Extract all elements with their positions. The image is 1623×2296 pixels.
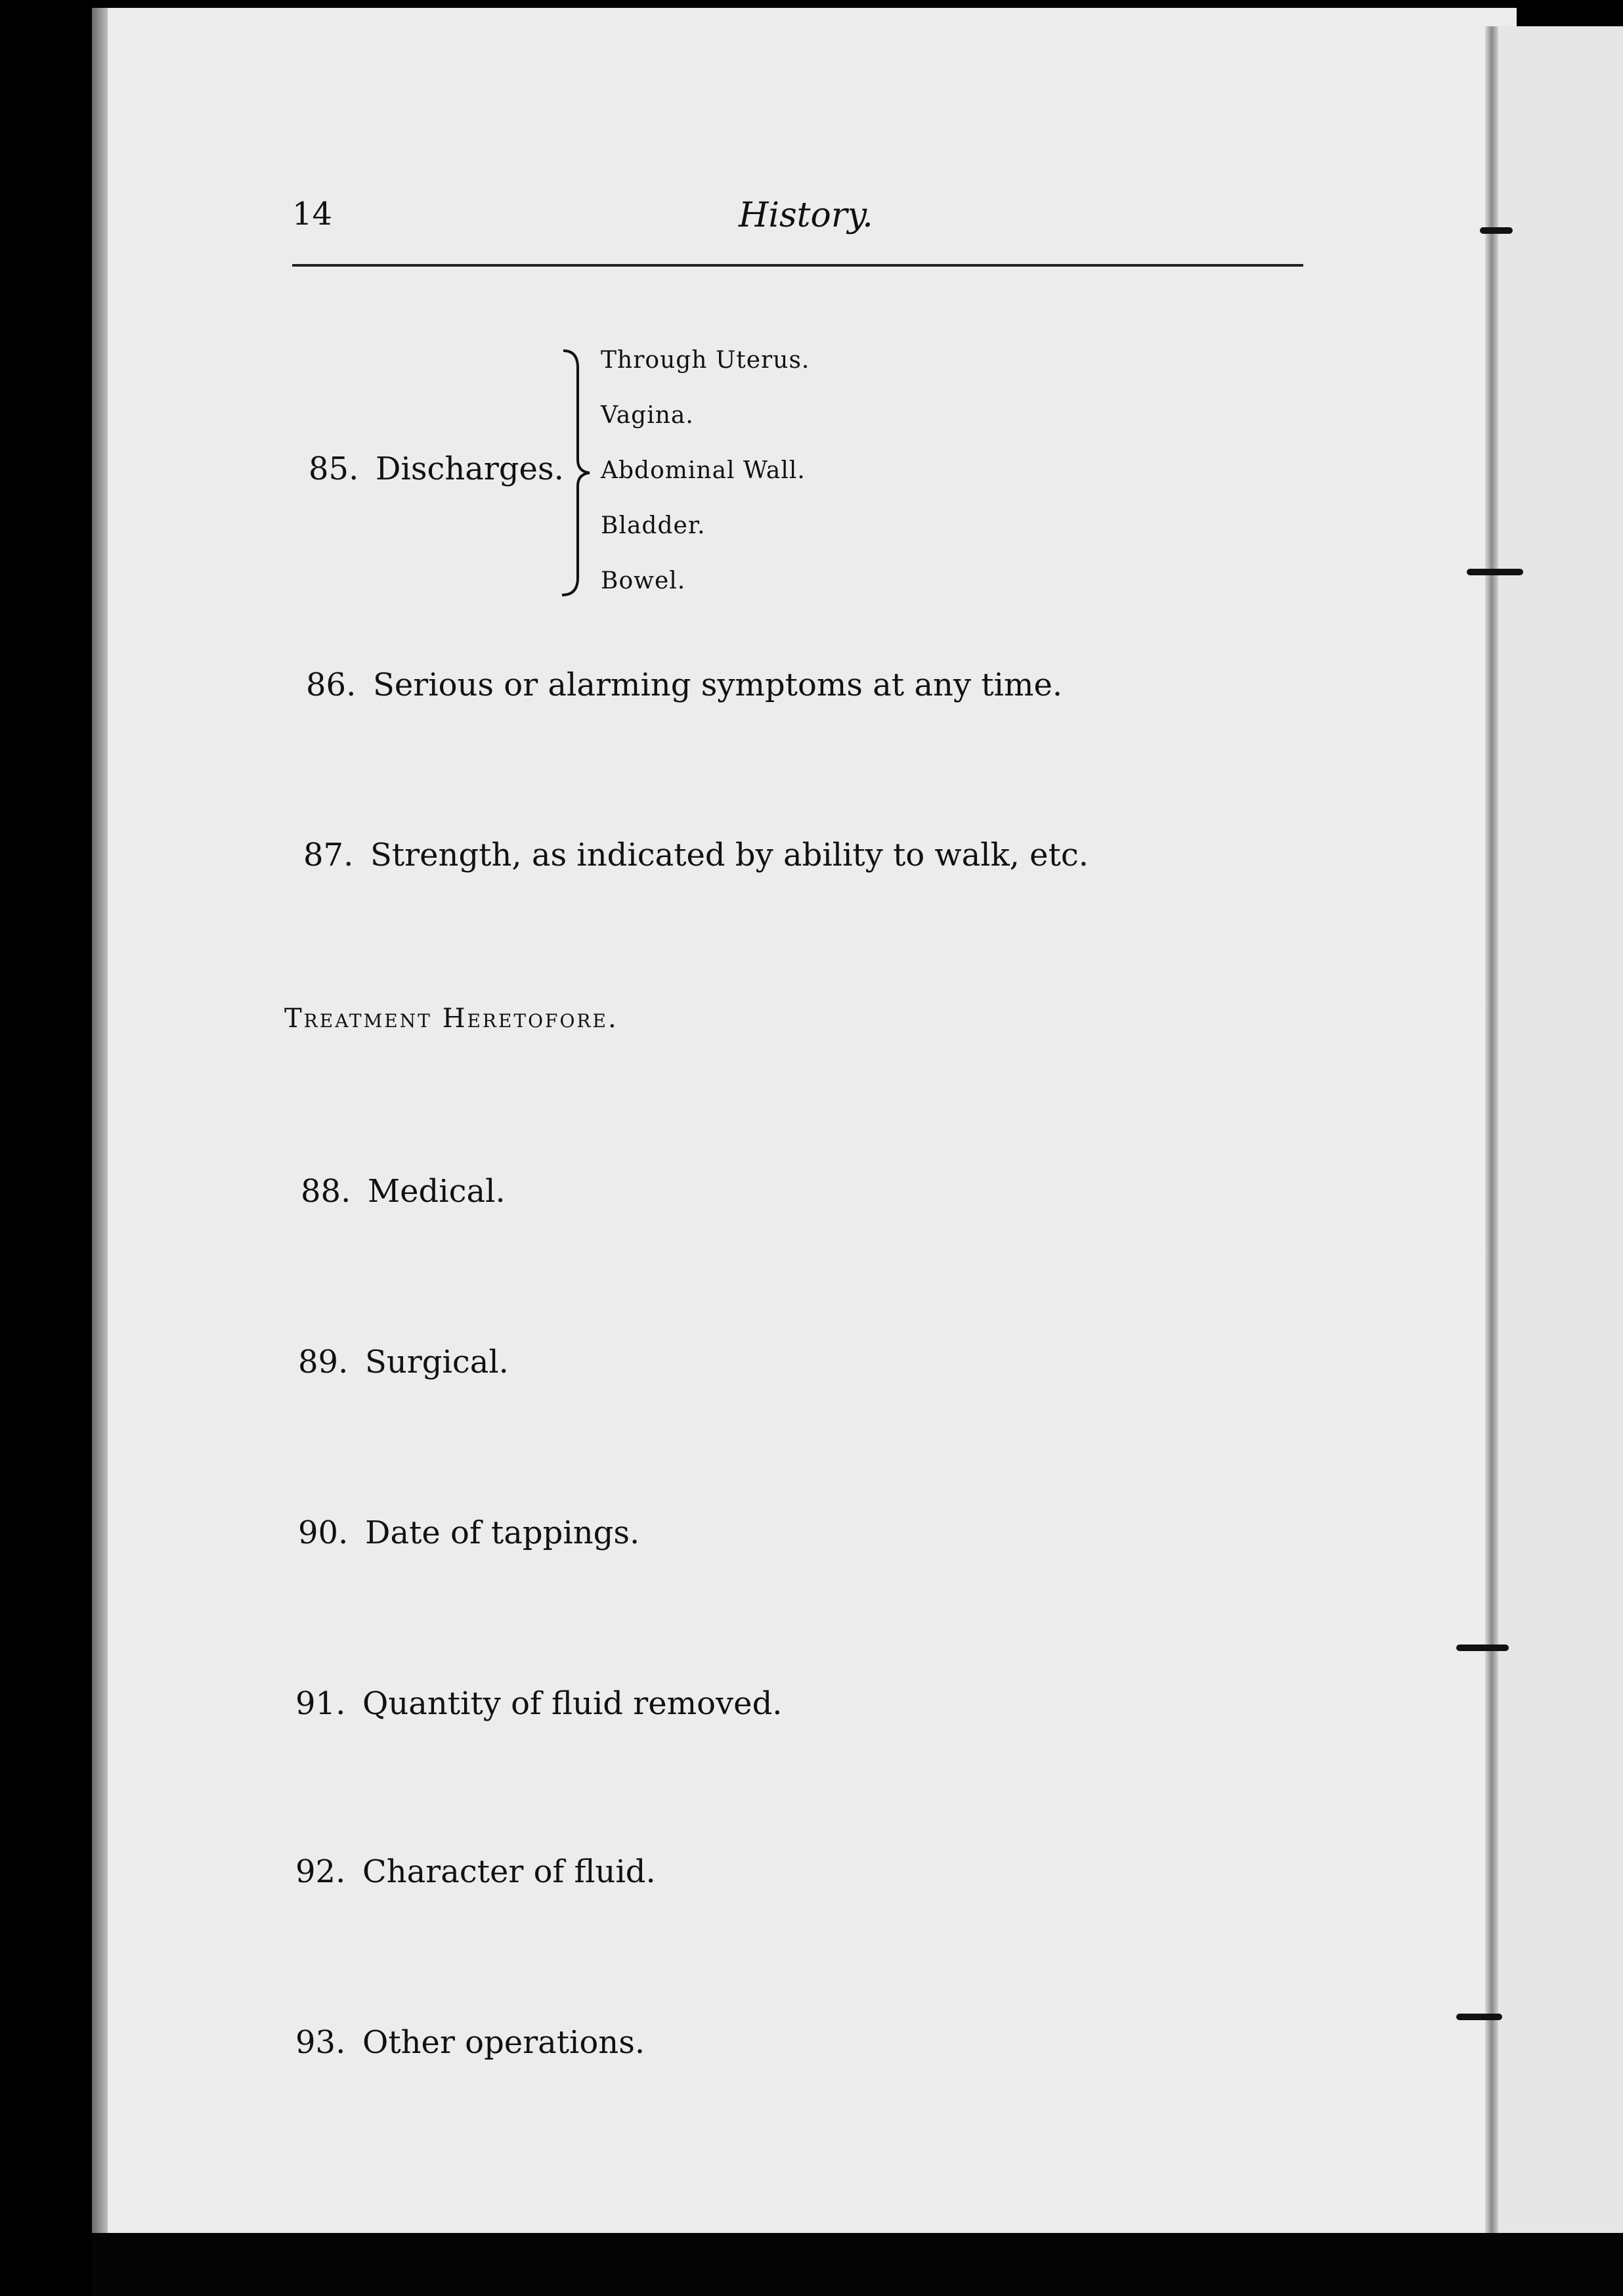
sub-item: Through Uterus. [601, 347, 810, 374]
question-item-92 [295, 1853, 656, 1890]
binding-mark [1467, 569, 1523, 575]
question-item-85 [309, 451, 564, 487]
curly-brace [558, 348, 597, 598]
item-label: Serious or alarming symptoms at any time. [373, 667, 1063, 703]
item-label: Quantity of fluid removed. [362, 1685, 783, 1722]
question-item-88 [301, 1173, 506, 1210]
question-item-90 [298, 1514, 639, 1551]
sub-item: Vagina. [601, 402, 694, 429]
header-rule [292, 264, 1303, 267]
item-number: 90. [298, 1514, 349, 1551]
item-number: 92. [295, 1853, 346, 1890]
sub-item: Abdominal Wall. [601, 457, 806, 484]
sub-item: Bowel. [601, 567, 686, 594]
binding-mark [1456, 1645, 1509, 1651]
question-item-91 [295, 1685, 783, 1722]
item-number: 91. [295, 1685, 346, 1722]
item-label: Medical. [368, 1173, 506, 1210]
item-label: Character of fluid. [362, 1853, 656, 1890]
item-number: 85. [309, 451, 359, 487]
adjacent-page [1498, 26, 1623, 2253]
item-number: 87. [303, 837, 354, 873]
question-item-87 [303, 837, 1089, 873]
question-item-89 [298, 1344, 509, 1380]
running-title: History. [739, 196, 873, 235]
item-label: Strength, as indicated by ability to walk, etc. [370, 837, 1089, 873]
document-page [92, 8, 1517, 2234]
section-heading: Treatment Heretofore. [284, 1004, 618, 1034]
sub-item: Bladder. [601, 512, 706, 539]
scan-bottom-edge [92, 2233, 1623, 2296]
binding-mark [1456, 2014, 1502, 2020]
item-label: Surgical. [365, 1344, 509, 1380]
question-item-93 [295, 2024, 645, 2061]
question-item-86 [306, 667, 1062, 703]
discharge-sub-list [601, 347, 810, 623]
item-label: Other operations. [362, 2024, 645, 2061]
item-number: 86. [306, 667, 357, 703]
item-label: Date of tappings. [365, 1514, 640, 1551]
item-number: 89. [298, 1344, 349, 1380]
page-fold [1485, 26, 1498, 2246]
page-number: 14 [292, 196, 333, 232]
item-number: 93. [295, 2024, 346, 2061]
binding-mark [1480, 227, 1513, 234]
page-edge-left [92, 8, 108, 2234]
item-label: Discharges. [376, 451, 564, 487]
page-header [292, 190, 1303, 269]
item-number: 88. [301, 1173, 351, 1210]
